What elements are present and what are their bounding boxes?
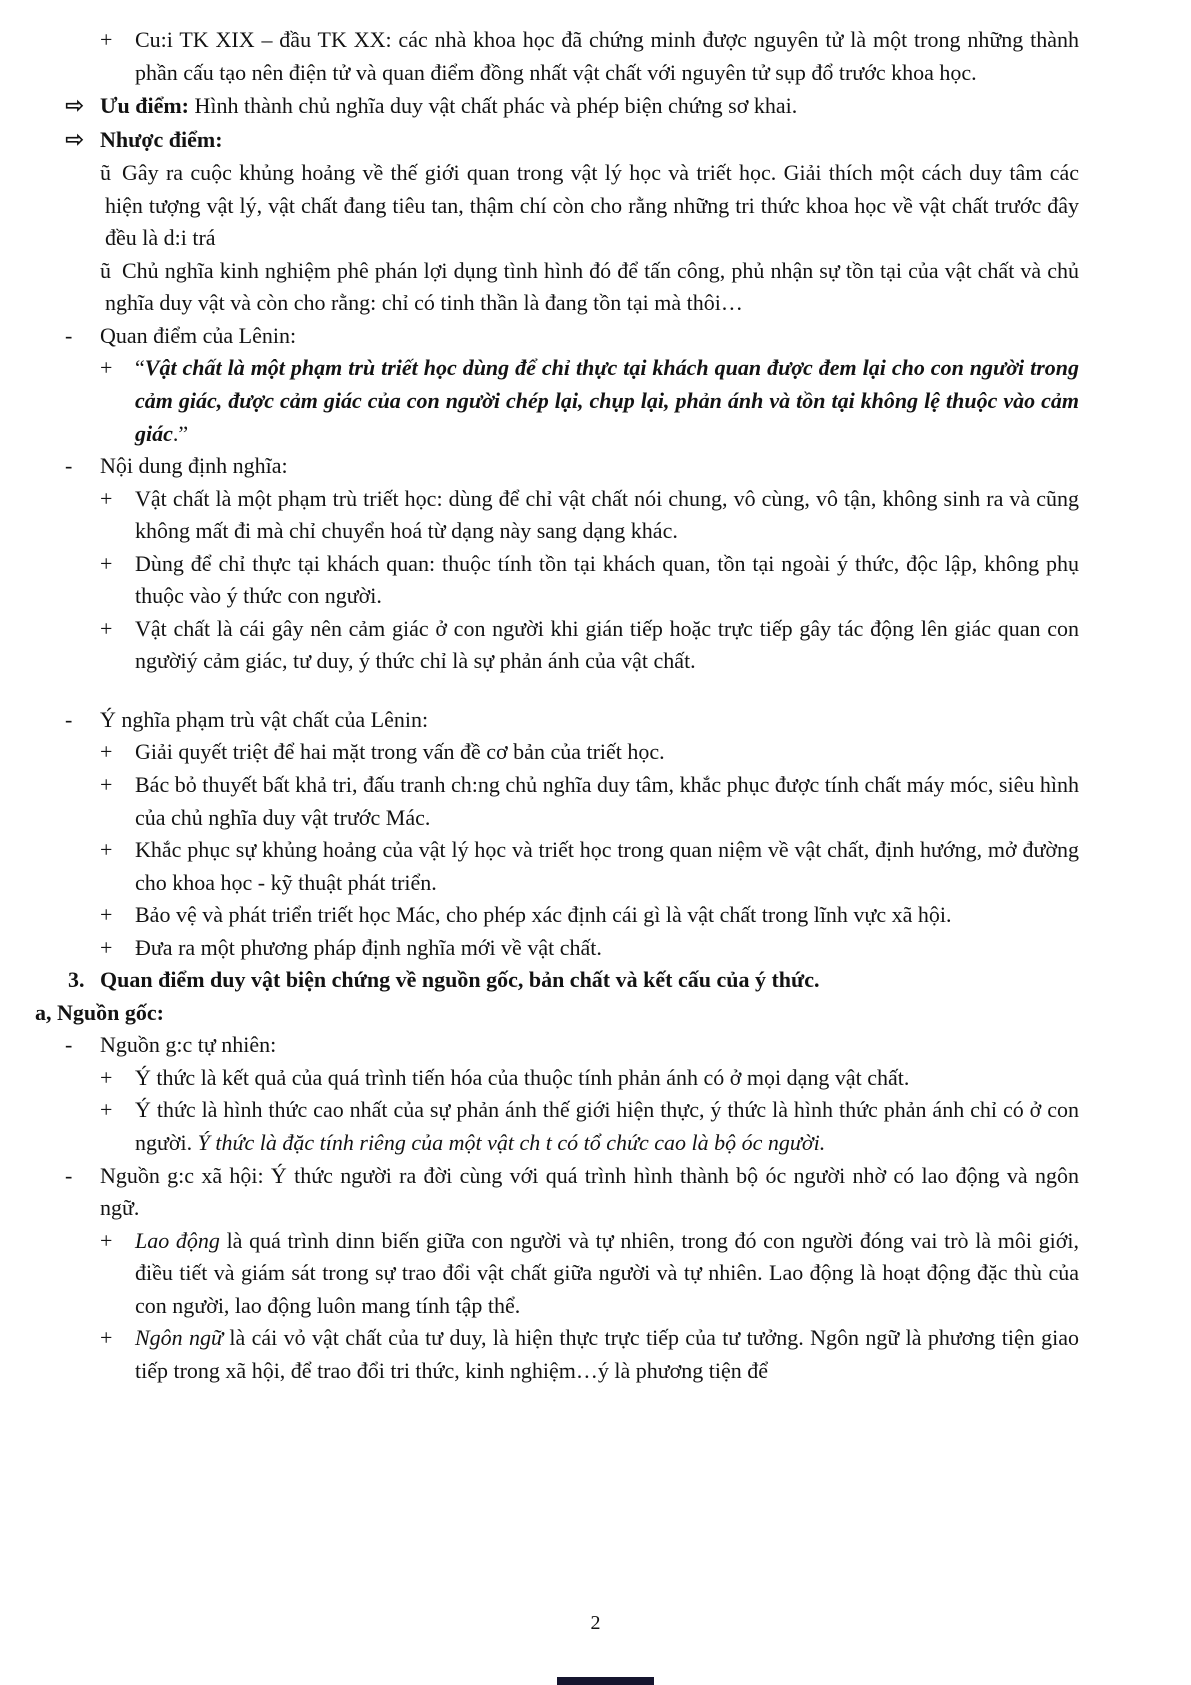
text-run: Bác bỏ thuyết bất khả tri, đấu tranh ch:ng chủ nghĩa duy tâm, khắc phục được tính chất máy móc, siêu hình của chủ nghĩa duy vật trước Mác. bbox=[135, 772, 1079, 830]
text-run: Lao động bbox=[135, 1227, 220, 1253]
list-item bbox=[35, 123, 1079, 157]
list-marker: + bbox=[100, 1325, 113, 1351]
list-marker: + bbox=[100, 772, 113, 797]
paragraph-text bbox=[100, 93, 797, 118]
text-run: Chủ nghĩa kinh nghiệm phê phán lợi dụng tình hình đó để tấn công, phủ nhận sự tồn tại của vật chất và chủ nghĩa duy vật và còn cho rằng: chỉ có tinh thần là đang tồn tại mà thôi… bbox=[105, 257, 1079, 316]
list-item bbox=[35, 157, 1079, 255]
text-run: Nội dung định nghĩa: bbox=[100, 453, 288, 479]
paragraph-text bbox=[100, 453, 288, 478]
sub-heading bbox=[35, 997, 1079, 1030]
list-item bbox=[35, 1322, 1079, 1387]
list-marker: + bbox=[100, 550, 113, 576]
text-run: Ý thức là hình thức cao nhất của sự phản ánh thế giới hiện thực, ý thức là hình thức phản ánh chỉ có ở con người. bbox=[135, 1097, 1079, 1156]
paragraph-text bbox=[135, 27, 1079, 85]
paragraph-text bbox=[105, 258, 1079, 316]
list-item bbox=[35, 483, 1079, 548]
text-run: là quá trình dinn biến giữa con người và tự nhiên, trong đó con người đóng vai trò là môi giới, điều tiết và giám sát trong sự trao đổi vật chất giữa người và tự nhiên. Lao động là hoạt động đặc thù của con người, lao động luôn mang tính tập thể. bbox=[135, 1227, 1079, 1318]
list-item bbox=[35, 320, 1079, 353]
paragraph-text bbox=[135, 486, 1079, 544]
list-marker: + bbox=[100, 1097, 113, 1123]
list-item bbox=[35, 1094, 1079, 1159]
list-marker: + bbox=[100, 615, 113, 641]
text-run: .” bbox=[172, 420, 189, 446]
paragraph-text bbox=[135, 1097, 1079, 1155]
list-marker: ũ bbox=[100, 257, 111, 283]
list-item bbox=[35, 548, 1079, 613]
list-item bbox=[35, 352, 1079, 450]
paragraph-text bbox=[100, 967, 820, 992]
text-run: Vật chất là một phạm trù triết học dùng để chỉ thực tại khách quan được đem lại cho con người trong cảm giác, được cảm giác của con người chép lại, chụp lại, phản ánh và tồn tại không lệ thuộc vào cảm giác bbox=[135, 355, 1079, 446]
paragraph-text bbox=[105, 160, 1079, 250]
list-marker: - bbox=[65, 706, 73, 732]
spacer bbox=[35, 678, 1079, 704]
text-run: Ý thức là đặc tính riêng của một vật ch t có tổ chức cao là bộ óc người. bbox=[197, 1130, 826, 1156]
list-item bbox=[35, 736, 1079, 769]
list-item bbox=[35, 89, 1079, 123]
list-item bbox=[35, 255, 1079, 320]
text-run: Quan điểm của Lênin: bbox=[100, 322, 297, 348]
list-marker: - bbox=[65, 1032, 73, 1058]
list-item bbox=[35, 769, 1079, 834]
list-marker: ⇨ bbox=[65, 127, 85, 154]
text-run: Bảo vệ và phát triển triết học Mác, cho phép xác định cái gì là vật chất trong lĩnh vực xã hội. bbox=[135, 902, 952, 928]
list-marker: + bbox=[100, 902, 113, 928]
paragraph-text bbox=[135, 837, 1079, 895]
list-marker: - bbox=[65, 1162, 73, 1188]
text-run: là cái vỏ vật chất của tư duy, là hiện thực trực tiếp của tư tưởng. Ngôn ngữ là phương tiện giao tiếp trong xã hội, để trao đổi tri thức, kinh nghiệm…ý là phương tiện để bbox=[135, 1325, 1079, 1383]
list-marker: + bbox=[100, 485, 113, 511]
list-item bbox=[35, 932, 1079, 965]
text-run: Ý nghĩa phạm trù vật chất của Lênin: bbox=[100, 706, 429, 732]
text-run: “ bbox=[135, 355, 145, 381]
paragraph-text bbox=[135, 1228, 1079, 1318]
paragraph-text bbox=[135, 739, 665, 764]
paragraph-text bbox=[100, 127, 223, 152]
text-run: Giải quyết triệt để hai mặt trong vấn đề cơ bản của triết học. bbox=[135, 739, 665, 765]
list-marker: - bbox=[65, 322, 73, 348]
page-edge-artifact bbox=[557, 1677, 654, 1685]
paragraph-text bbox=[100, 1032, 276, 1057]
list-marker: + bbox=[100, 27, 113, 52]
paragraph-text bbox=[135, 772, 1079, 830]
text-run: Vật chất là cái gây nên cảm giác ở con người khi gián tiếp hoặc trực tiếp gây tác động lên giác quan con ngườiý cảm giác, tư duy, ý thức chỉ là sự phản ánh của vật chất. bbox=[135, 615, 1079, 674]
paragraph-text bbox=[135, 935, 602, 960]
paragraph-text bbox=[135, 551, 1079, 609]
list-item bbox=[35, 834, 1079, 899]
text-run: Cu:i TK XIX – đầu TK XX: các nhà khoa học đã chứng minh được nguyên tử là một trong những thành phần cấu tạo nên điện tử và quan điểm đồng nhất vật chất với nguyên tử sụp đổ trước khoa học. bbox=[135, 27, 1079, 85]
list-marker: + bbox=[100, 739, 113, 765]
paragraph-text bbox=[35, 1000, 164, 1025]
text-run: Hình thành chủ nghĩa duy vật chất phác và phép biện chứng sơ khai. bbox=[189, 93, 798, 119]
list-item bbox=[35, 613, 1079, 678]
text-run: Nhược điểm: bbox=[100, 127, 223, 153]
list-item bbox=[35, 1029, 1079, 1062]
list-marker: ⇨ bbox=[65, 93, 85, 120]
section-heading bbox=[35, 964, 1079, 997]
list-marker: 3. bbox=[68, 967, 85, 993]
text-run: Ngôn ngữ bbox=[135, 1325, 224, 1351]
paragraph-text bbox=[135, 902, 952, 927]
text-run: Gây ra cuộc khủng hoảng về thế giới quan trong vật lý học và triết học. Giải thích một cách duy tâm các hiện tượng vật lý, vật chất đang tiêu tan, thậm chí còn cho rằng những tri thức khoa học về vật chất trước đây đều là d:i trá bbox=[105, 160, 1079, 251]
text-run: Nguồn g:c xã hội: Ý thức người ra đời cùng với quá trình hình thành bộ óc người nhờ có lao động và ngôn ngữ. bbox=[100, 1162, 1079, 1221]
paragraph-text bbox=[135, 1065, 909, 1090]
paragraph-text bbox=[135, 616, 1079, 674]
list-item bbox=[35, 704, 1079, 737]
paragraph-text bbox=[135, 1325, 1079, 1383]
list-marker: - bbox=[65, 453, 73, 479]
list-marker: + bbox=[100, 837, 113, 863]
text-run: Khắc phục sự khủng hoảng của vật lý học và triết học trong quan niệm về vật chất, định hướng, mở đường cho khoa học - kỹ thuật phát triển. bbox=[135, 837, 1079, 895]
text-run: Ý thức là kết quả của quá trình tiến hóa của thuộc tính phản ánh có ở mọi dạng vật chất. bbox=[135, 1064, 910, 1090]
list-item bbox=[35, 1062, 1079, 1095]
paragraph-text bbox=[100, 1163, 1079, 1221]
list-item bbox=[35, 899, 1079, 932]
text-run: Đưa ra một phương pháp định nghĩa mới về vật chất. bbox=[135, 934, 602, 960]
list-marker: ũ bbox=[100, 160, 111, 186]
list-item bbox=[35, 1160, 1079, 1225]
text-run: Quan điểm duy vật biện chứng về nguồn gốc, bản chất và kết cấu của ý thức. bbox=[100, 967, 820, 993]
page-number: 2 bbox=[590, 1612, 601, 1635]
list-item bbox=[35, 1225, 1079, 1323]
list-marker: + bbox=[100, 1064, 113, 1090]
text-run: Ưu điểm: bbox=[100, 93, 190, 119]
text-run: a, Nguồn gốc: bbox=[35, 999, 164, 1025]
paragraph-text bbox=[100, 323, 296, 348]
text-run: Nguồn g:c tự nhiên: bbox=[100, 1032, 277, 1058]
text-run: Vật chất là một phạm trù triết học: dùng để chỉ vật chất nói chung, vô cùng, vô tận, không sinh ra và cũng không mất đi mà chỉ chuyển hoá từ dạng này sang dạng khác. bbox=[135, 485, 1079, 544]
paragraph-text bbox=[100, 707, 428, 732]
text-run: Dùng để chỉ thực tại khách quan: thuộc tính tồn tại khách quan, tồn tại ngoài ý thức, độc lập, không phụ thuộc vào ý thức con người. bbox=[135, 550, 1079, 609]
list-marker: + bbox=[100, 934, 113, 960]
list-marker: + bbox=[100, 355, 113, 381]
paragraph-text bbox=[135, 355, 1079, 445]
list-item bbox=[35, 24, 1079, 89]
list-item bbox=[35, 450, 1079, 483]
list-marker: + bbox=[100, 1227, 113, 1253]
